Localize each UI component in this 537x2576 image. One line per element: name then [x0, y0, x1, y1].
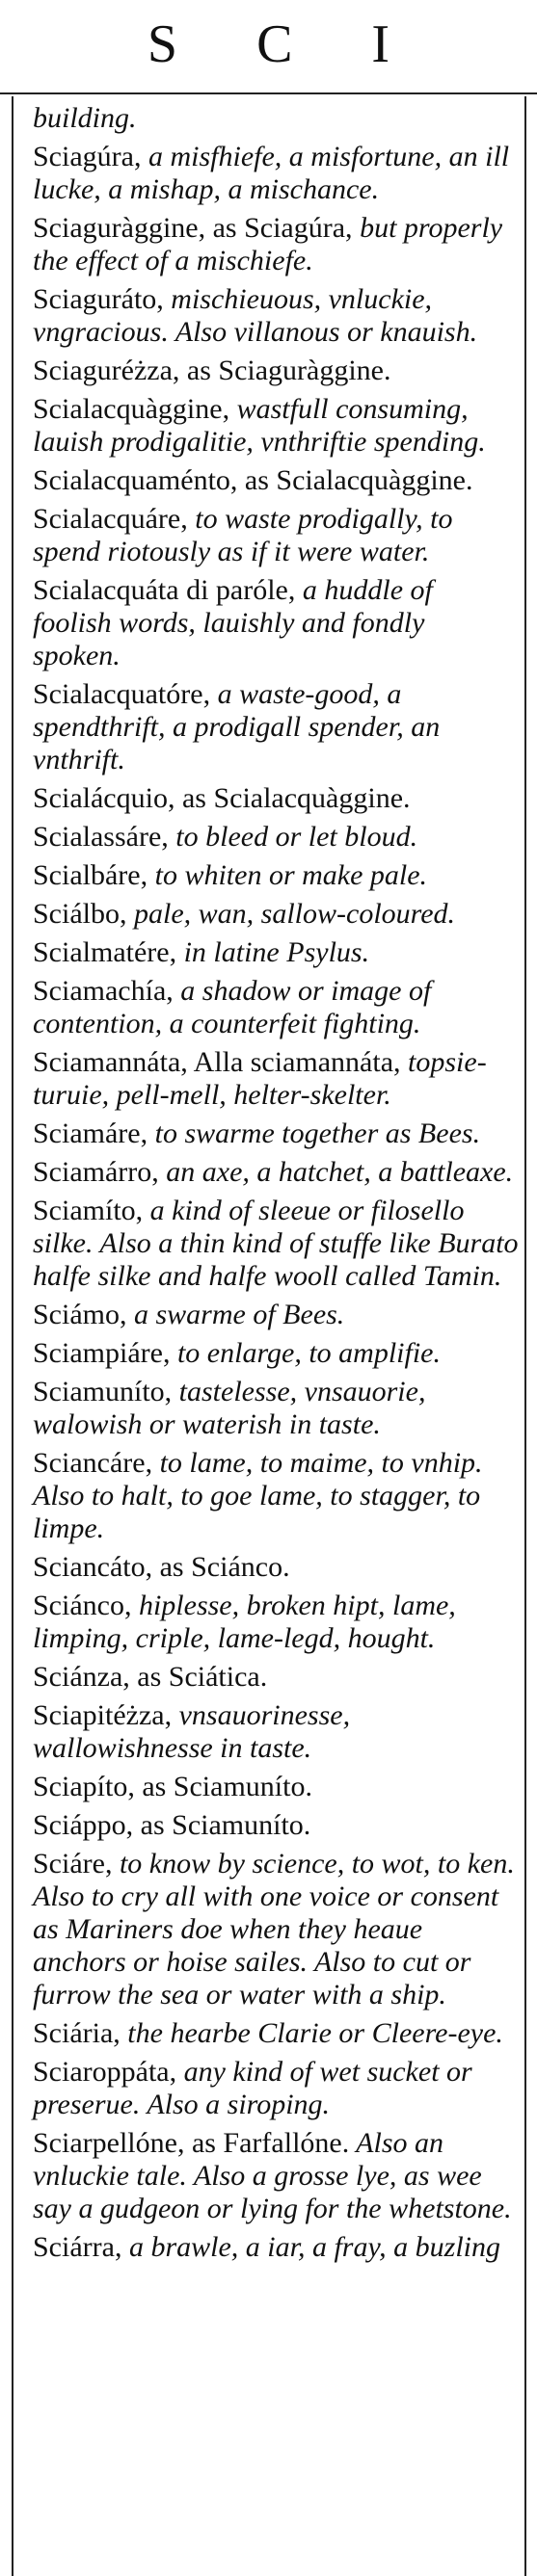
dictionary-entry: [33, 936, 519, 969]
dictionary-entry: [33, 859, 519, 892]
entry-definition: pale, wan, sallow-coloured.: [126, 898, 456, 930]
dictionary-entry: [33, 355, 519, 387]
dictionary-entry: [33, 1551, 519, 1584]
dictionary-entry: [33, 574, 519, 672]
entry-headword: Sciánza, as Sciática.: [33, 1661, 268, 1693]
entry-definition: a huddle of foolish words, lauishly and fondly spoken.: [33, 574, 433, 671]
entry-definition: mischieuous, vnluckie, vngracious. Also villanous or knauish.: [33, 283, 478, 348]
dictionary-entry: [33, 1447, 519, 1545]
entry-definition: a kind of sleeue or filosello silke. Also a thin kind of stuffe like Burato halfe silke and halfe wooll called Tamin.: [33, 1195, 519, 1292]
entry-definition: a shadow or image of contention, a counterfeit fighting.: [33, 975, 432, 1039]
entry-definition: to know by science, to wot, to ken. Also to cry all with one voice or consent as Mariners doe when they heaue anchors or hoise sailes. Also to cut or furrow the sea or water with a ship.: [33, 1848, 515, 2011]
entry-headword: Sciáppo, as Sciamuníto.: [33, 1809, 311, 1841]
entry-headword: Scialácquio, as Scialacquàggine.: [33, 782, 411, 814]
entry-headword: Sciária,: [33, 2017, 121, 2049]
entry-headword: Sciapíto, as Sciamuníto.: [33, 1771, 312, 1802]
dictionary-entry: [33, 1699, 519, 1765]
dictionary-entry: [33, 1809, 519, 1842]
dictionary-entry: [33, 1046, 519, 1112]
entry-headword: Sciamannáta, Alla sciamannáta,: [33, 1046, 401, 1078]
entry-headword: Sciaguréżza, as Sciaguràggine.: [33, 355, 391, 386]
dictionary-entry: [33, 464, 519, 497]
dictionary-entry: [33, 898, 519, 931]
entry-headword: Sciaroppáta,: [33, 2056, 177, 2088]
dictionary-entry: [33, 1661, 519, 1694]
dictionary-entry: [33, 2231, 519, 2264]
entry-headword: Sciancáre,: [33, 1447, 153, 1479]
entry-headword: Scialacquaménto, as Scialacquàggine.: [33, 464, 473, 496]
page-title: S C I: [147, 14, 423, 74]
entry-headword: Sciánco,: [33, 1590, 132, 1621]
dictionary-entry: [33, 1376, 519, 1441]
entry-headword: Scialacquatóre,: [33, 678, 211, 710]
entry-headword: Sciampiáre,: [33, 1337, 171, 1369]
dictionary-entry: [33, 393, 519, 459]
entry-headword: Sciaguràggine, as Sciagúra,: [33, 212, 353, 244]
entry-headword: Scialmatére,: [33, 936, 177, 968]
entry-definition: to whiten or make pale.: [148, 859, 428, 891]
entry-definition: tastelesse, vnsauorie, walowish or waterish in taste.: [33, 1376, 426, 1440]
dictionary-entry: [33, 2056, 519, 2121]
dictionary-entry: [33, 1848, 519, 2011]
dictionary-entry: [33, 1299, 519, 1331]
dictionary-column: [12, 96, 526, 2576]
entry-headword: Sciáre,: [33, 1848, 113, 1879]
dictionary-entry: [33, 1771, 519, 1803]
entry-headword: Sciaguráto,: [33, 283, 164, 315]
entry-definition: an axe, a hatchet, a battleaxe.: [158, 1156, 514, 1188]
entry-headword: Sciamíto,: [33, 1195, 144, 1226]
entry-headword: Scialassáre,: [33, 821, 169, 853]
entry-definition: to swarme together as Bees.: [148, 1117, 481, 1149]
entry-headword: Sciárra,: [33, 2231, 122, 2263]
dictionary-entry: [33, 1590, 519, 1655]
entry-definition: building.: [33, 102, 137, 134]
entry-headword: Sciarpellóne, as Farfallóne.: [33, 2127, 350, 2159]
entry-definition: a waste-good, a spendthrift, a prodigall spender, an vnthrift.: [33, 678, 441, 775]
entry-definition: a brawle, a iar, a fray, a buzling: [121, 2231, 500, 2263]
dictionary-entry: [33, 141, 519, 206]
entry-definition: hiplesse, broken hipt, lame, limping, criple, lame-legd, hought.: [33, 1590, 456, 1654]
dictionary-entry: [33, 821, 519, 854]
entry-definition: to waste prodigally, to spend riotously as if it were water.: [33, 503, 453, 567]
entry-headword: Sciámo,: [33, 1299, 127, 1330]
entry-headword: Sciancáto, as Sciánco.: [33, 1551, 290, 1583]
entry-definition: topsie-turuie, pell-mell, helter-skelter.: [33, 1046, 487, 1111]
dictionary-entry: [33, 1195, 519, 1293]
header-rule: [0, 92, 537, 94]
entry-headword: Scialacquáre,: [33, 503, 188, 535]
dictionary-entry: [33, 975, 519, 1040]
entry-definition: to lame, to maime, to vnhip. Also to halt, to goe lame, to stagger, to limpe.: [33, 1447, 483, 1544]
dictionary-entry: [33, 1117, 519, 1150]
entry-headword: Sciagúra,: [33, 141, 142, 172]
entry-headword: Sciamáre,: [33, 1117, 148, 1149]
entry-list: [33, 102, 519, 2270]
entry-definition: a misfhiefe, a misfortune, an ill lucke, a mishap, a mischance.: [33, 141, 510, 205]
entry-headword: Scialacquáta di paróle,: [33, 574, 296, 606]
dictionary-entry: [33, 212, 519, 277]
entry-headword: Sciapitéżza,: [33, 1699, 173, 1731]
dictionary-entry: [33, 2017, 519, 2050]
entry-definition: Also an vnluckie tale. Also a grosse lye, as wee say a gudgeon or lying for the whetstone.: [33, 2127, 512, 2224]
entry-definition: to enlarge, to amplifie.: [170, 1337, 441, 1369]
dictionary-entry: [33, 1156, 519, 1189]
entry-headword: Scialacquàggine,: [33, 393, 230, 425]
dictionary-entry: [33, 678, 519, 776]
entry-definition: a swarme of Bees.: [126, 1299, 345, 1330]
entry-headword: Sciálbo,: [33, 898, 127, 930]
entry-definition: wastfull consuming, lauish prodigalitie, vnthriftie spending.: [33, 393, 486, 458]
dictionary-entry: [33, 503, 519, 568]
entry-definition: to bleed or let bloud.: [168, 821, 418, 853]
dictionary-entry: [33, 1337, 519, 1370]
page-header: [0, 0, 537, 100]
dictionary-entry: [33, 283, 519, 349]
entry-definition: the hearbe Clarie or Cleere-eye.: [120, 2017, 503, 2049]
entry-definition: in latine Psylus.: [176, 936, 370, 968]
entry-headword: Sciamuníto,: [33, 1376, 173, 1407]
entry-headword: Sciamachía,: [33, 975, 174, 1007]
dictionary-entry: [33, 2127, 519, 2225]
entry-headword: Sciamárro,: [33, 1156, 159, 1188]
dictionary-entry: [33, 102, 519, 135]
entry-definition: but properly the effect of a mischiefe.: [33, 212, 503, 276]
entry-definition: vnsauorinesse, wallowishnesse in taste.: [33, 1699, 351, 1764]
entry-definition: any kind of wet sucket or preserue. Also a siroping.: [33, 2056, 472, 2120]
entry-headword: Scialbáre,: [33, 859, 148, 891]
dictionary-entry: [33, 782, 519, 815]
